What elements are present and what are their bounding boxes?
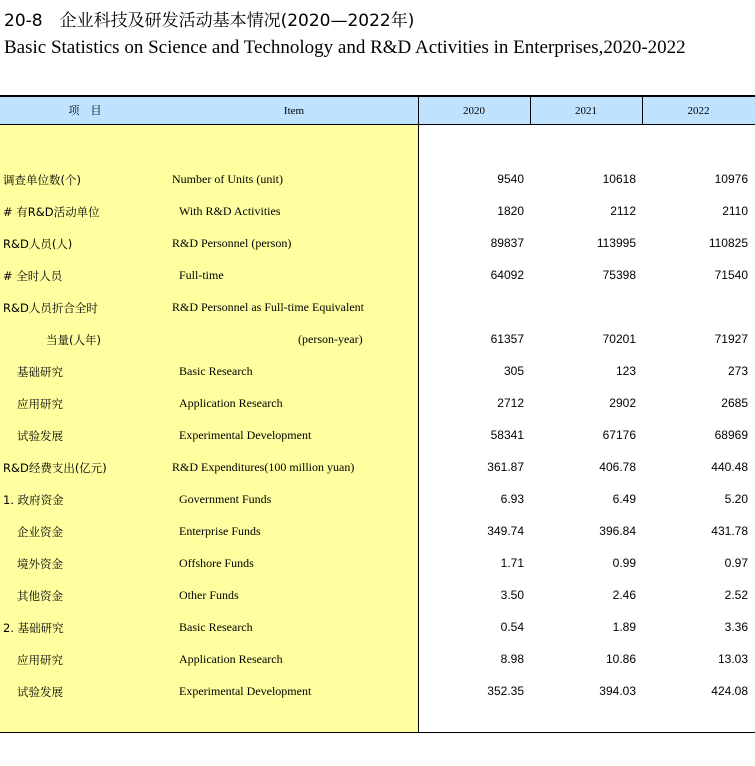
row-label-chinese: 其他资金 <box>17 589 63 603</box>
row-label-english: Basic Research <box>179 620 253 634</box>
row-label-english: R&D Expenditures(100 million yuan) <box>172 460 355 474</box>
value-2022: 5.20 <box>724 492 748 506</box>
header-year-2022: 2022 <box>687 105 710 117</box>
table-row <box>0 516 755 548</box>
row-label-chinese: 调查单位数(个) <box>3 173 81 187</box>
row-label-chinese: R&D人员折合全时 <box>3 301 98 315</box>
row-label-chinese: 境外资金 <box>17 557 63 571</box>
value-2022: 2110 <box>722 204 748 218</box>
value-2021: 394.03 <box>599 684 636 698</box>
table-row <box>0 644 755 676</box>
value-2021: 0.99 <box>612 556 636 570</box>
table-row <box>0 260 755 292</box>
column-divider <box>530 95 531 125</box>
row-label-chinese: R&D人员(人) <box>3 237 73 251</box>
table-row <box>0 420 755 452</box>
table-row <box>0 356 755 388</box>
value-2022: 424.08 <box>711 684 748 698</box>
row-label-english: Application Research <box>179 652 283 666</box>
table-row <box>0 612 755 644</box>
row-label-english: R&D Personnel (person) <box>172 236 292 250</box>
value-2020: 1.71 <box>500 556 524 570</box>
table-row <box>0 388 755 420</box>
value-2021: 406.78 <box>599 460 636 474</box>
value-2020: 6.93 <box>500 492 524 506</box>
row-label-english: Offshore Funds <box>179 556 254 570</box>
table-row <box>0 292 755 324</box>
table-row <box>0 676 755 708</box>
row-label-chinese: 应用研究 <box>17 653 63 667</box>
value-2022: 0.97 <box>724 556 748 570</box>
table-row <box>0 164 755 196</box>
value-2021: 2.46 <box>612 588 636 602</box>
row-label-english: Government Funds <box>179 492 272 506</box>
row-label-chinese: 试验发展 <box>17 429 63 443</box>
table-title-english: Basic Statistics on Science and Technology and R&D Activities in Enterprises,2020-2022 <box>4 37 686 58</box>
value-2020: 8.98 <box>500 652 524 666</box>
row-label-chinese: 应用研究 <box>17 397 63 411</box>
value-2022: 10976 <box>714 172 748 186</box>
row-label-english: (person-year) <box>298 332 363 346</box>
table-row <box>0 484 755 516</box>
value-2022: 2.52 <box>724 588 748 602</box>
value-2022: 3.36 <box>724 620 748 634</box>
row-label-chinese: 企业资金 <box>17 525 63 539</box>
header-year-2021: 2021 <box>575 105 597 117</box>
row-label-chinese: 2. 基础研究 <box>3 621 64 635</box>
header-item-chinese: 项 目 <box>68 104 102 117</box>
row-label-english: Other Funds <box>179 588 239 602</box>
value-2021: 2112 <box>610 204 636 218</box>
statistics-table <box>0 95 755 733</box>
header-year-2020: 2020 <box>463 105 485 117</box>
header-item-english: Item <box>283 105 305 117</box>
value-2020: 349.74 <box>487 524 524 538</box>
row-label-english: Enterprise Funds <box>179 524 261 538</box>
value-2020: 0.54 <box>500 620 524 634</box>
value-2021: 70201 <box>602 332 636 346</box>
value-2021: 10618 <box>602 172 636 186</box>
value-2022: 431.78 <box>711 524 748 538</box>
value-2020: 64092 <box>490 268 524 282</box>
row-label-chinese: # 全时人员 <box>3 269 63 283</box>
value-2020: 352.35 <box>487 684 524 698</box>
row-label-english: Experimental Development <box>179 428 312 442</box>
value-2021: 113995 <box>596 236 636 250</box>
value-2022: 71540 <box>714 268 748 282</box>
value-2022: 273 <box>727 364 748 378</box>
value-2022: 110825 <box>708 236 748 250</box>
value-2021: 6.49 <box>612 492 636 506</box>
column-divider <box>642 95 643 125</box>
row-label-chinese: 当量(人年) <box>46 333 101 347</box>
table-row <box>0 580 755 612</box>
value-2022: 13.03 <box>717 652 748 666</box>
table-row <box>0 324 755 356</box>
value-2020: 3.50 <box>500 588 524 602</box>
value-2021: 2902 <box>609 396 636 410</box>
value-2022: 68969 <box>714 428 748 442</box>
value-2020: 2712 <box>497 396 524 410</box>
row-label-english: Basic Research <box>179 364 253 378</box>
value-2021: 75398 <box>602 268 636 282</box>
value-2021: 67176 <box>602 428 636 442</box>
value-2022: 71927 <box>714 332 748 346</box>
table-row <box>0 228 755 260</box>
table-title-chinese: 20-8 企业科技及研发活动基本情况(2020—2022年) <box>4 11 415 31</box>
row-label-chinese: 1. 政府资金 <box>3 493 64 507</box>
row-label-chinese: # 有R&D活动单位 <box>3 205 100 219</box>
row-label-chinese: R&D经费支出(亿元) <box>3 461 107 475</box>
value-2020: 9540 <box>497 172 524 186</box>
value-2022: 440.48 <box>711 460 748 474</box>
value-2020: 58341 <box>490 428 524 442</box>
row-label-chinese: 试验发展 <box>17 685 63 699</box>
value-2020: 1820 <box>497 204 524 218</box>
row-label-english: With R&D Activities <box>179 204 281 218</box>
value-2021: 396.84 <box>599 524 636 538</box>
value-2020: 305 <box>503 364 524 378</box>
row-label-english: Application Research <box>179 396 283 410</box>
value-2021: 1.89 <box>612 620 636 634</box>
value-2021: 123 <box>615 364 636 378</box>
value-2022: 2685 <box>721 396 748 410</box>
table-row <box>0 548 755 580</box>
row-label-english: Experimental Development <box>179 684 312 698</box>
row-label-english: Number of Units (unit) <box>172 172 283 186</box>
table-bottom-rule <box>0 732 755 733</box>
row-label-chinese: 基础研究 <box>17 365 63 379</box>
value-2020: 61357 <box>490 332 524 346</box>
row-label-english: Full-time <box>179 268 224 282</box>
table-row <box>0 452 755 484</box>
row-label-english: R&D Personnel as Full-time Equivalent <box>172 300 364 314</box>
value-2020: 361.87 <box>487 460 524 474</box>
value-2021: 10.86 <box>605 652 636 666</box>
table-row <box>0 196 755 228</box>
value-2020: 89837 <box>490 236 524 250</box>
